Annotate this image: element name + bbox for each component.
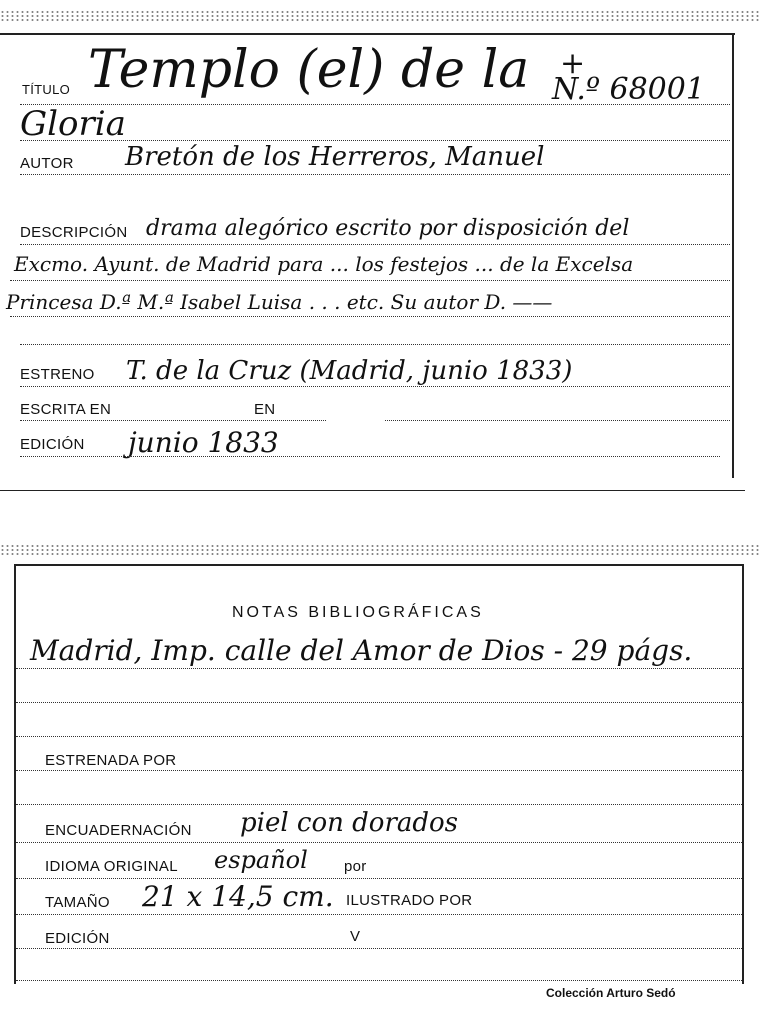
edicion-handwritten: junio 1833 <box>128 426 279 459</box>
descripcion-rule-2 <box>10 280 730 281</box>
descripcion-handwritten-line1: drama alegórico escrito por disposición del <box>146 216 630 241</box>
autor-handwritten: Bretón de los Herreros, Manuel <box>125 142 545 172</box>
estrenada-por-label: ESTRENADA POR <box>45 752 177 769</box>
ilustrado-por-label: ILUSTRADO POR <box>346 892 473 909</box>
descripcion-rule-4 <box>20 344 730 345</box>
idioma-rule <box>16 878 742 879</box>
card2-top-edge-texture <box>0 544 759 556</box>
estreno-handwritten: T. de la Cruz (Madrid, junio 1833) <box>126 356 573 386</box>
estrenada-por-rule-1 <box>16 770 742 771</box>
autor-rule <box>20 174 730 175</box>
descripcion-rule-1 <box>20 244 730 245</box>
estrenada-por-rule-2 <box>16 804 742 805</box>
titulo-handwritten-line2: Gloria <box>20 104 126 144</box>
encuadernacion-label: ENCUADERNACIÓN <box>45 822 192 839</box>
edicion-label: EDICIÓN <box>20 436 85 453</box>
escrita-en-label: ESCRITA EN <box>20 401 112 418</box>
titulo-rule-2 <box>20 140 730 141</box>
v-label: V <box>350 928 361 945</box>
card-top-edge-texture <box>0 10 759 22</box>
descripcion-handwritten-line2: Excmo. Ayunt. de Madrid para ... los festejos ... de la Excelsa <box>14 252 634 276</box>
card2-right-border <box>742 564 744 984</box>
autor-label: AUTOR <box>20 155 74 172</box>
en-label: EN <box>254 401 276 418</box>
idioma-original-label: IDIOMA ORIGINAL <box>45 858 178 875</box>
catalog-card-back <box>0 540 759 1028</box>
collection-credit: Colección Arturo Sedó <box>546 986 676 1000</box>
paper-hole-stain <box>326 396 384 446</box>
tamano-handwritten: 21 x 14,5 cm. <box>142 880 334 913</box>
estreno-rule <box>20 386 730 387</box>
titulo-rule-1 <box>20 104 730 105</box>
numero-handwritten: N.º 68001 <box>552 72 705 107</box>
descripcion-handwritten-line3: Princesa D.ª M.ª Isabel Luisa . . . etc. Su autor D. —— <box>6 290 553 314</box>
notas-handwritten-line1: Madrid, Imp. calle del Amor de Dios - 29 págs. <box>30 634 693 667</box>
edicion-rule-card2 <box>16 948 742 949</box>
estreno-label: ESTRENO <box>20 366 95 383</box>
encuadernacion-rule <box>16 842 742 843</box>
paper-hole-stain-card2 <box>362 916 420 982</box>
notas-bibliograficas-title: NOTAS BIBLIOGRÁFICAS <box>232 604 484 621</box>
edicion-label-card2: EDICIÓN <box>45 930 110 947</box>
notas-rule-3 <box>16 736 742 737</box>
card2-left-border <box>14 564 16 984</box>
edicion-rule <box>20 456 720 457</box>
catalog-card-front <box>0 0 759 495</box>
card-right-border <box>732 33 734 478</box>
card-top-border <box>0 33 735 35</box>
tamano-rule <box>16 914 742 915</box>
titulo-handwritten-line1: Templo (el) de la <box>88 40 530 100</box>
card-bottom-border <box>0 490 745 491</box>
descripcion-label: DESCRIPCIÓN <box>20 224 128 241</box>
notas-rule-2 <box>16 702 742 703</box>
idioma-handwritten: español <box>214 846 308 874</box>
card2-top-border <box>14 564 744 566</box>
tamano-label: TAMAÑO <box>45 894 110 911</box>
por-label: por <box>344 858 367 875</box>
descripcion-rule-3 <box>10 316 730 317</box>
encuadernacion-handwritten: piel con dorados <box>240 808 459 838</box>
cross-mark: + <box>560 46 586 81</box>
notas-rule-1 <box>16 668 742 669</box>
bottom-rule-card2 <box>16 980 742 981</box>
titulo-label: TÍTULO <box>22 82 71 97</box>
